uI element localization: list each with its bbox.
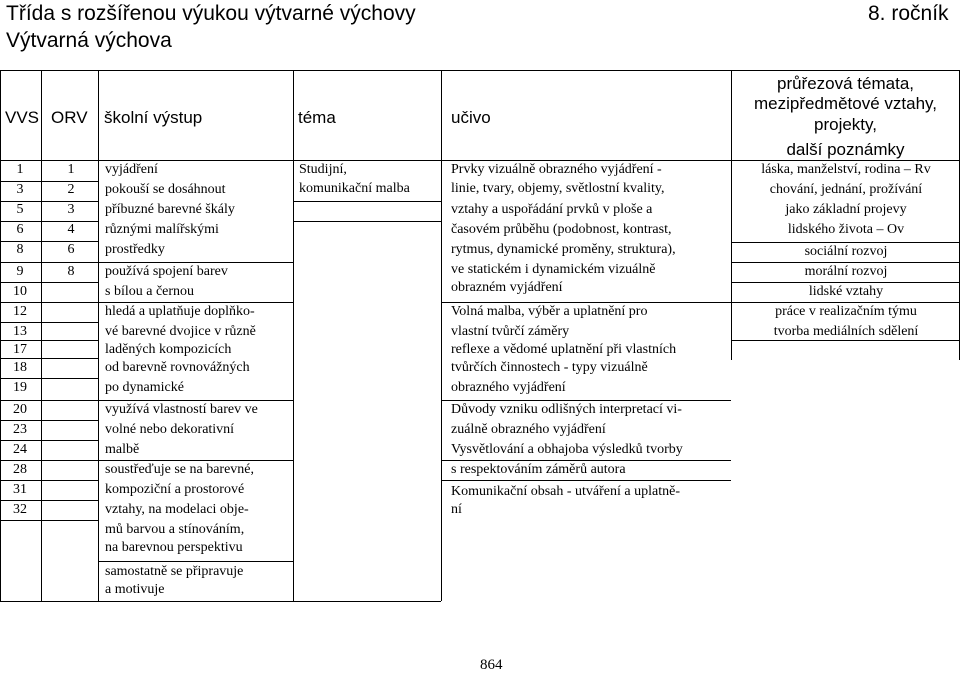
vvs-cell: 1 [16,162,24,177]
table-rule [98,561,293,562]
vvs-cell: 32 [13,502,27,517]
header-pt-4: další poznámky [786,140,905,159]
table-rule [0,70,960,71]
ucivo-line: Prvky vizuálně obrazného vyjádření - [451,162,662,177]
vystup-line: soustřeďuje se na barevné, [105,462,254,477]
ucivo-line: linie, tvary, objemy, světlostní kvality, [451,181,665,196]
vvs-cell: 10 [13,284,27,299]
vystup-line: mů barvou a stínováním, [105,522,245,537]
header-ucivo: učivo [451,108,491,127]
table-rule [0,181,98,182]
header-tema: téma [298,108,336,127]
header-vystup: školní výstup [104,108,203,127]
table-rule [98,302,293,303]
table-rule [0,262,98,263]
table-rule [441,460,731,461]
table-rule [0,282,98,283]
vystup-line: používá spojení barev [105,264,228,279]
ucivo-line: vlastní tvůrčí záměry [451,324,570,339]
table-rule [0,221,98,222]
header-pt-3: projekty, [814,115,877,134]
table-rule [731,282,960,283]
ucivo-line: Vysvětlování a obhajoba výsledků tvorby [451,442,683,457]
vystup-line: vé barevné dvojice v různě [105,324,256,339]
table-rule [0,340,98,341]
vystup-line: s bílou a černou [105,284,195,299]
vystup-line: využívá vlastností barev ve [105,402,258,417]
vystup-line: na barevnou perspektivu [105,540,243,555]
table-rule [293,221,441,222]
table-rule [41,70,42,601]
vvs-cell: 28 [13,462,27,477]
vvs-cell: 17 [13,342,27,357]
pt-line: jako základní projevy [785,202,907,217]
vystup-line: laděných kompozicích [105,342,232,357]
table-rule [0,378,98,379]
vystup-line: od barevně rovnovážných [105,360,250,375]
table-rule [0,420,98,421]
table-rule [0,601,441,602]
table-rule [0,520,98,521]
vvs-cell: 12 [13,304,27,319]
table-rule [731,70,732,360]
table-rule [0,480,98,481]
table-rule [731,242,960,243]
vystup-line: různými malířskými [105,222,219,237]
vystup-line: pokouší se dosáhnout [105,182,226,197]
ucivo-line: časovém průběhu (podobnost, kontrast, [451,222,672,237]
table-rule [98,262,293,263]
vvs-cell: 23 [13,422,27,437]
header-pt-1: průřezová témata, [776,74,914,93]
vystup-line: samostatně se připravuje [105,564,244,579]
vystup-line: kompoziční a prostorové [105,482,245,497]
table-rule [441,480,731,481]
ucivo-line: obrazném vyjádření [451,280,563,295]
table-rule [0,500,98,501]
orv-cell: 1 [67,162,75,177]
vystup-line: vyjádření [105,162,158,177]
vvs-cell: 18 [13,360,27,375]
vystup-line: malbě [105,442,140,457]
pt-line: sociální rozvoj [804,244,888,259]
table-rule [0,160,960,161]
table-rule [98,400,293,401]
pt-line: morální rozvoj [804,264,888,279]
table-rule [0,322,98,323]
pt-line: tvorba mediálních sdělení [773,324,919,339]
pt-line: láska, manželství, rodina – Rv [761,162,931,177]
ucivo-line: tvůrčích činnostech - typy vizuálně [451,360,648,375]
table-rule [0,201,98,202]
ucivo-line: obrazného vyjádření [451,380,566,395]
table-rule [441,70,442,601]
ucivo-line: ní [451,502,462,517]
vvs-cell: 6 [16,222,24,237]
vystup-line: a motivuje [105,582,165,597]
ucivo-line: zuálně obrazného vyjádření [451,422,606,437]
vvs-cell: 20 [13,402,27,417]
table-rule [0,460,98,461]
pt-line: lidské vztahy [808,284,884,299]
subject-title: Výtvarná výchova [6,29,172,52]
table-rule [0,302,98,303]
ucivo-line: reflexe a vědomé uplatnění při vlastních [451,342,677,357]
ucivo-line: rytmus, dynamické proměny, struktura), [451,242,676,257]
vvs-cell: 5 [16,202,24,217]
orv-cell: 3 [67,202,75,217]
orv-cell: 8 [67,264,75,279]
table-rule [98,70,99,601]
document-title: Třída s rozšířenou výukou výtvarné výchovy [6,2,416,25]
header-orv: ORV [51,108,88,127]
vvs-cell: 8 [16,242,24,257]
pt-line: lidského života – Ov [787,222,905,237]
table-rule [293,70,294,601]
vvs-cell: 19 [13,380,27,395]
table-rule [98,460,293,461]
ucivo-line: vztahy a uspořádání prvků v ploše a [451,202,653,217]
vystup-line: příbuzné barevné škály [105,202,235,217]
grade-label: 8. ročník [868,2,949,25]
table-rule [731,262,960,263]
vystup-line: prostředky [105,242,165,257]
tema-line: komunikační malba [299,181,410,196]
vvs-cell: 31 [13,482,27,497]
table-rule [0,358,98,359]
table-rule [731,340,960,341]
vvs-cell: 24 [13,442,27,457]
vystup-line: vztahy, na modelaci obje- [105,502,249,517]
page-number: 864 [480,657,503,673]
table-rule [731,302,960,303]
vystup-line: hledá a uplatňuje doplňko- [105,304,255,319]
table-rule [441,400,731,401]
vvs-cell: 9 [16,264,24,279]
orv-cell: 4 [67,222,75,237]
pt-line: práce v realizačním týmu [775,304,917,319]
table-rule [0,400,98,401]
vystup-line: volné nebo dekorativní [105,422,235,437]
ucivo-line: Důvody vzniku odlišných interpretací vi- [451,402,682,417]
ucivo-line: s respektováním záměrů autora [451,462,626,477]
ucivo-line: Komunikační obsah - utváření a uplatně- [451,484,680,499]
pt-line: chování, jednání, prožívání [769,182,923,197]
ucivo-line: Volná malba, výběr a uplatnění pro [451,304,648,319]
table-rule [0,440,98,441]
orv-cell: 2 [67,182,75,197]
header-vvs: VVS [5,108,40,127]
table-rule [293,201,441,202]
vystup-line: po dynamické [105,380,184,395]
table-rule [0,70,1,601]
header-pt-2: mezipředmětové vztahy, [754,94,937,113]
vvs-cell: 3 [16,182,24,197]
table-rule [441,302,731,303]
ucivo-line: ve statickém i dynamickém vizuálně [451,262,656,277]
vvs-cell: 13 [13,324,27,339]
table-rule [0,241,98,242]
orv-cell: 6 [67,242,75,257]
tema-line: Studijní, [299,162,347,177]
